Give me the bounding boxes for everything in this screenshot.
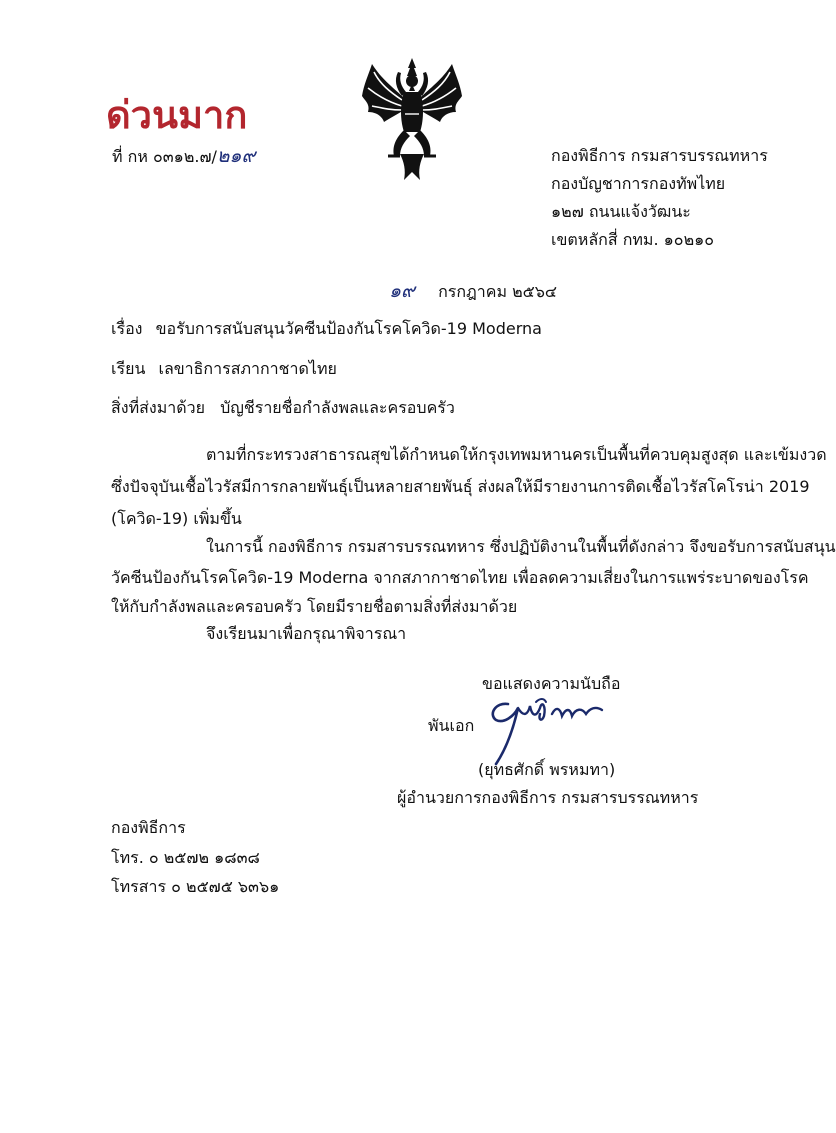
urgency-label: ด่วนมาก — [106, 93, 248, 137]
paragraph-2-line-3: ให้กับกำลังพลและครอบครัว โดยมีรายชื่อตามสิ่งที่ส่งมาด้วย — [111, 597, 518, 616]
reference-number — [112, 145, 255, 168]
subject-label: เรื่อง — [111, 319, 143, 338]
sender-address-line-1: กองพิธีการ กรมสารบรรณทหาร — [551, 146, 768, 165]
subject-line — [111, 318, 542, 340]
complimentary-close: ขอแสดงความนับถือ — [482, 674, 621, 693]
recipient-label: เรียน — [111, 359, 146, 378]
paragraph-2-line-1: ในการนี้ กองพิธีการ กรมสารบรรณทหาร ซึ่งปฏิบัติงานในพื้นที่ดังกล่าว จึงขอรับการสนับสนุน — [206, 537, 836, 556]
closing-request: จึงเรียนมาเพื่อกรุณาพิจารณา — [206, 624, 407, 643]
recipient-text: เลขาธิการสภากาชาดไทย — [158, 359, 337, 378]
handwritten-signature — [484, 696, 608, 768]
letter-date — [389, 280, 557, 303]
sender-address-line-3: ๑๒๗ ถนนแจ้งวัฒนะ — [551, 202, 691, 221]
signer-rank: พันเอก — [428, 716, 475, 735]
enclosure-label: สิ่งที่ส่งมาด้วย — [111, 398, 205, 417]
paragraph-1-line-1: ตามที่กระทรวงสาธารณสุขได้กำหนดให้กรุงเทพมหานครเป็นพื้นที่ควบคุมสูงสุด และเข้มงวด — [206, 445, 827, 464]
reference-handwritten-number: ๒๑๙ — [216, 145, 256, 167]
date-month-year: กรกฎาคม ๒๕๖๔ — [438, 282, 558, 301]
sender-address-line-4: เขตหลักสี่ กทม. ๑๐๒๑๐ — [551, 230, 715, 249]
enclosure-line — [111, 397, 455, 419]
paragraph-1-line-3: (โควิด-19) เพิ่มขึ้น — [111, 509, 242, 528]
recipient-line — [111, 358, 337, 380]
sender-address-line-2: กองบัญชาการกองทัพไทย — [551, 174, 726, 193]
footer-phone: โทร. ๐ ๒๕๗๒ ๑๘๓๘ — [111, 848, 260, 867]
footer-unit: กองพิธีการ — [111, 818, 186, 837]
footer-fax: โทรสาร ๐ ๒๕๗๕ ๖๓๖๑ — [111, 877, 280, 896]
reference-prefix: ที่ กห ๐๓๑๒.๗/ — [112, 147, 217, 166]
signer-position: ผู้อำนวยการกองพิธีการ กรมสารบรรณทหาร — [397, 788, 699, 807]
signer-name: (ยุทธศักดิ์ พรหมทา) — [478, 760, 616, 779]
garuda-emblem-icon — [360, 58, 464, 180]
paragraph-2-line-2: วัคซีนป้องกันโรคโควิด-19 Moderna จากสภากาชาดไทย เพื่อลดความเสี่ยงในการแพร่ระบาดของโรค — [111, 568, 809, 587]
subject-text: ขอรับการสนับสนุนวัคซีนป้องกันโรคโควิด-19 Moderna — [155, 319, 542, 338]
enclosure-text: บัญชีรายชื่อกำลังพลและครอบครัว — [220, 398, 455, 417]
date-handwritten-day: ๑๙ — [389, 280, 415, 302]
paragraph-1-line-2: ซึ่งปัจจุบันเชื้อไวรัสมีการกลายพันธุ์เป็นหลายสายพันธุ์ ส่งผลให้มีรายงานการติดเชื้อไวรัสโคโรน่า 2019 — [111, 477, 810, 496]
